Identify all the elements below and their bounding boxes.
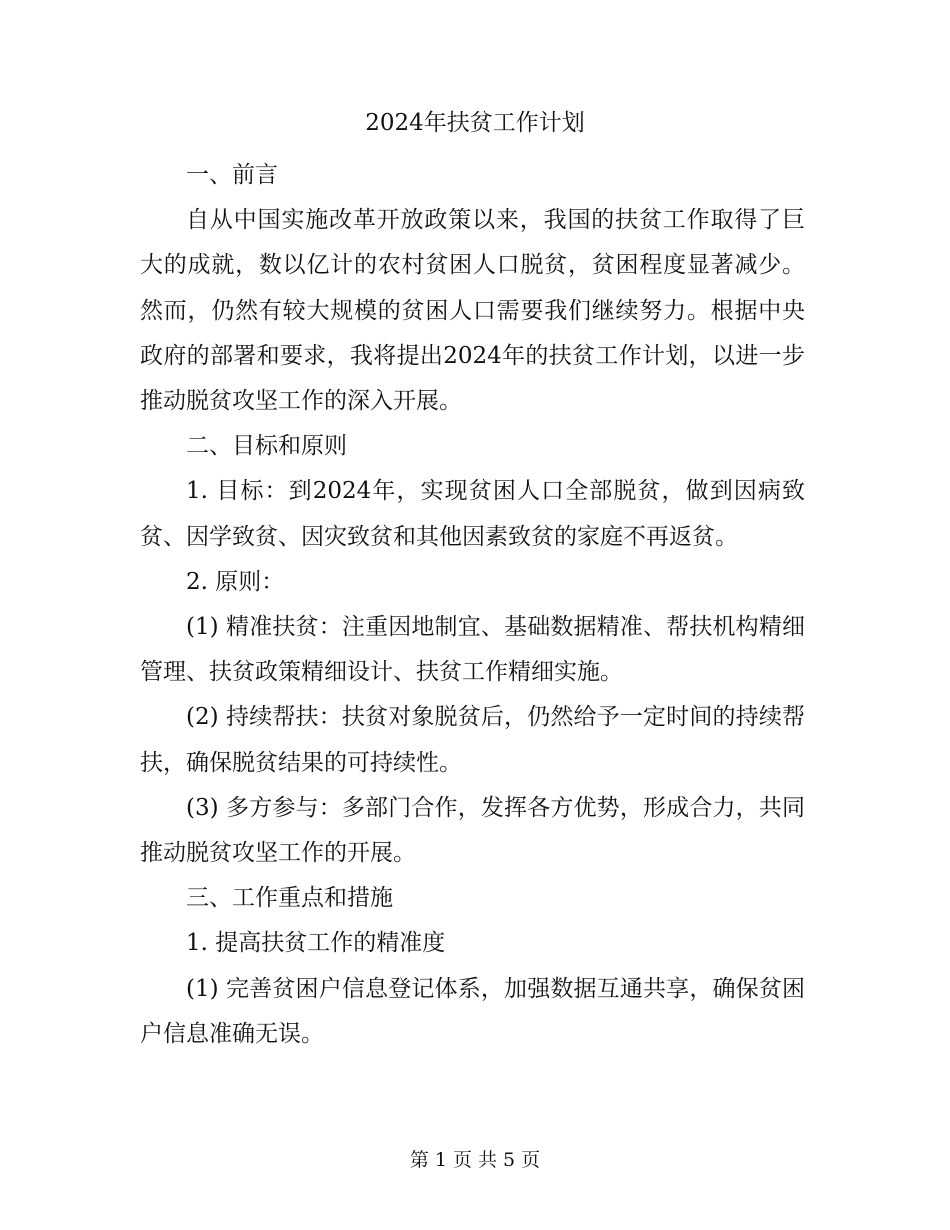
document-title: 2024年扶贫工作计划	[365, 110, 585, 136]
paragraph-principles-heading: 2. 原则：	[186, 568, 285, 595]
paragraph-preface: 自从中国实施改革开放政策以来，我国的扶贫工作取得了巨大的成就，数以亿计的农村贫困人口脱贫，贫困程度显著减少。然而，仍然有较大规模的贫困人口需要我们继续努力。根据中央政府的部署和要求，我将提出2024年的扶贫工作计划，以进一步推动脱贫攻坚工作的深入开展。	[140, 207, 805, 415]
page-number-footer: 第 1 页 共 5 页	[409, 1149, 541, 1171]
section-heading-measures: 三、工作重点和措施	[186, 885, 393, 912]
document-body	[140, 153, 805, 1057]
section-heading-goals: 二、目标和原则	[186, 433, 347, 460]
paragraph-principle-3: (3) 多方参与：多部门合作，发挥各方优势，形成合力，共同推动脱贫攻坚工作的开展。	[140, 794, 805, 867]
paragraph-goal: 1. 目标：到2024年，实现贫困人口全部脱贫，做到因病致贫、因学致贫、因灾致贫和其他因素致贫的家庭不再返贫。	[140, 478, 805, 550]
paragraph-measure-1-heading: 1. 提高扶贫工作的精准度	[186, 930, 446, 957]
paragraph-measure-1-item-1: (1) 完善贫困户信息登记体系，加强数据互通共享，确保贫困户信息准确无误。	[140, 975, 805, 1047]
section-heading-preface: 一、前言	[186, 162, 278, 188]
paragraph-principle-2: (2) 持续帮扶：扶贫对象脱贫后，仍然给予一定时间的持续帮扶，确保脱贫结果的可持续性。	[140, 704, 805, 776]
paragraph-principle-1: (1) 精准扶贫：注重因地制宜、基础数据精准、帮扶机构精细管理、扶贫政策精细设计、扶贫工作精细实施。	[140, 614, 805, 686]
